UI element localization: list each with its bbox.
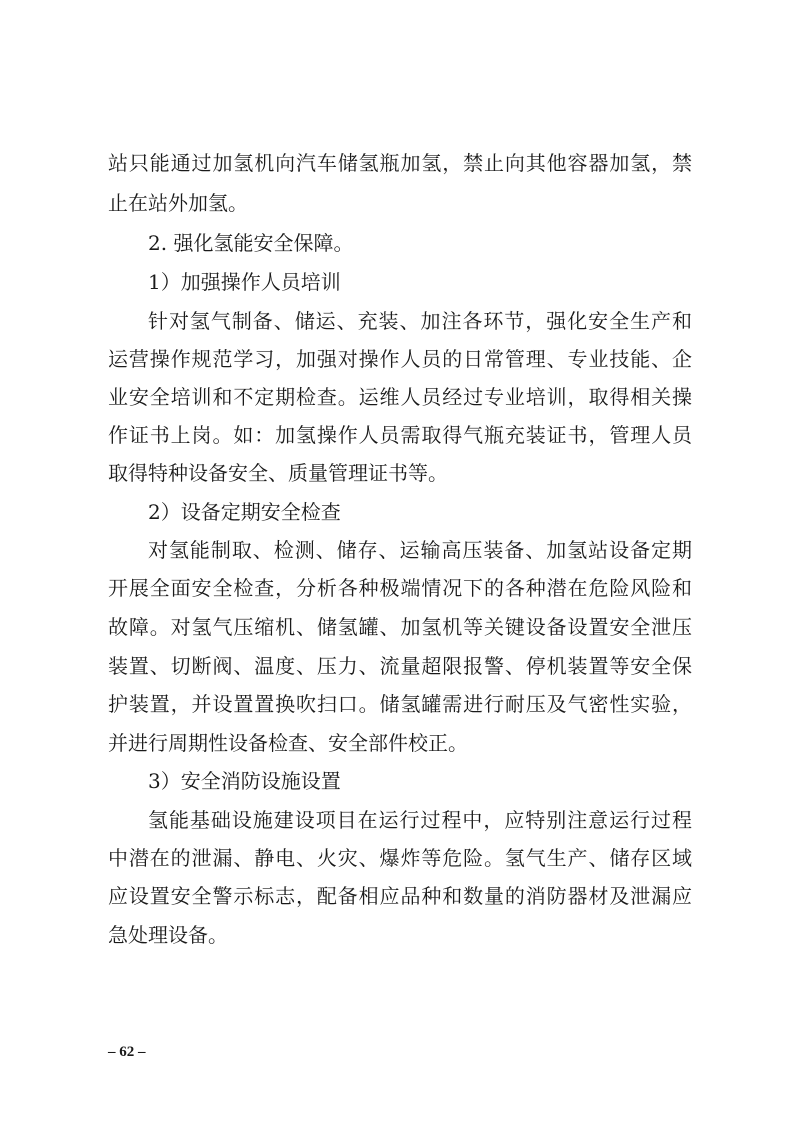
body-line: 站只能通过加氢机向汽车储氢瓶加氢，禁止向其他容器加氢，禁 bbox=[108, 151, 692, 175]
body-line: 取得特种设备安全、质量管理证书等。 bbox=[108, 461, 448, 485]
body-line: 止在站外加氢。 bbox=[108, 191, 248, 215]
subsection-heading: 3）安全消防设施设置 bbox=[148, 769, 341, 793]
body-line: 针对氢气制备、储运、充装、加注各环节，强化安全生产和 bbox=[148, 309, 692, 333]
body-line: 装置、切断阀、温度、压力、流量超限报警、停机装置等安全保 bbox=[108, 654, 692, 678]
body-line: 开展全面安全检查，分析各种极端情况下的各种潜在危险风险和 bbox=[108, 576, 692, 600]
body-line: 急处理设备。 bbox=[108, 923, 228, 947]
body-line: 中潜在的泄漏、静电、火灾、爆炸等危险。氢气生产、储存区域 bbox=[108, 846, 692, 870]
subsection-heading: 2）设备定期安全检查 bbox=[148, 500, 341, 524]
body-line: 运营操作规范学习，加强对操作人员的日常管理、专业技能、企 bbox=[108, 347, 692, 371]
body-line: 故障。对氢气压缩机、储氢罐、加氢机等关键设备设置安全泄压 bbox=[108, 615, 692, 639]
body-line: 对氢能制取、检测、储存、运输高压装备、加氢站设备定期 bbox=[148, 538, 692, 562]
section-heading: 2. 强化氢能安全保障。 bbox=[148, 231, 354, 255]
body-line: 作证书上岗。如：加氢操作人员需取得气瓶充装证书，管理人员 bbox=[108, 423, 692, 447]
body-line: 业安全培训和不定期检查。运维人员经过专业培训，取得相关操 bbox=[108, 385, 692, 409]
body-line: 并进行周期性设备检查、安全部件校正。 bbox=[108, 731, 468, 755]
body-line: 应设置安全警示标志，配备相应品种和数量的消防器材及泄漏应 bbox=[108, 884, 692, 908]
body-line: 护装置，并设置置换吹扫口。储氢罐需进行耐压及气密性实验， bbox=[108, 692, 692, 716]
subsection-heading: 1）加强操作人员培训 bbox=[148, 270, 341, 294]
body-line: 氢能基础设施建设项目在运行过程中，应特别注意运行过程 bbox=[148, 808, 692, 832]
page-number: – 62 – bbox=[108, 1044, 146, 1060]
